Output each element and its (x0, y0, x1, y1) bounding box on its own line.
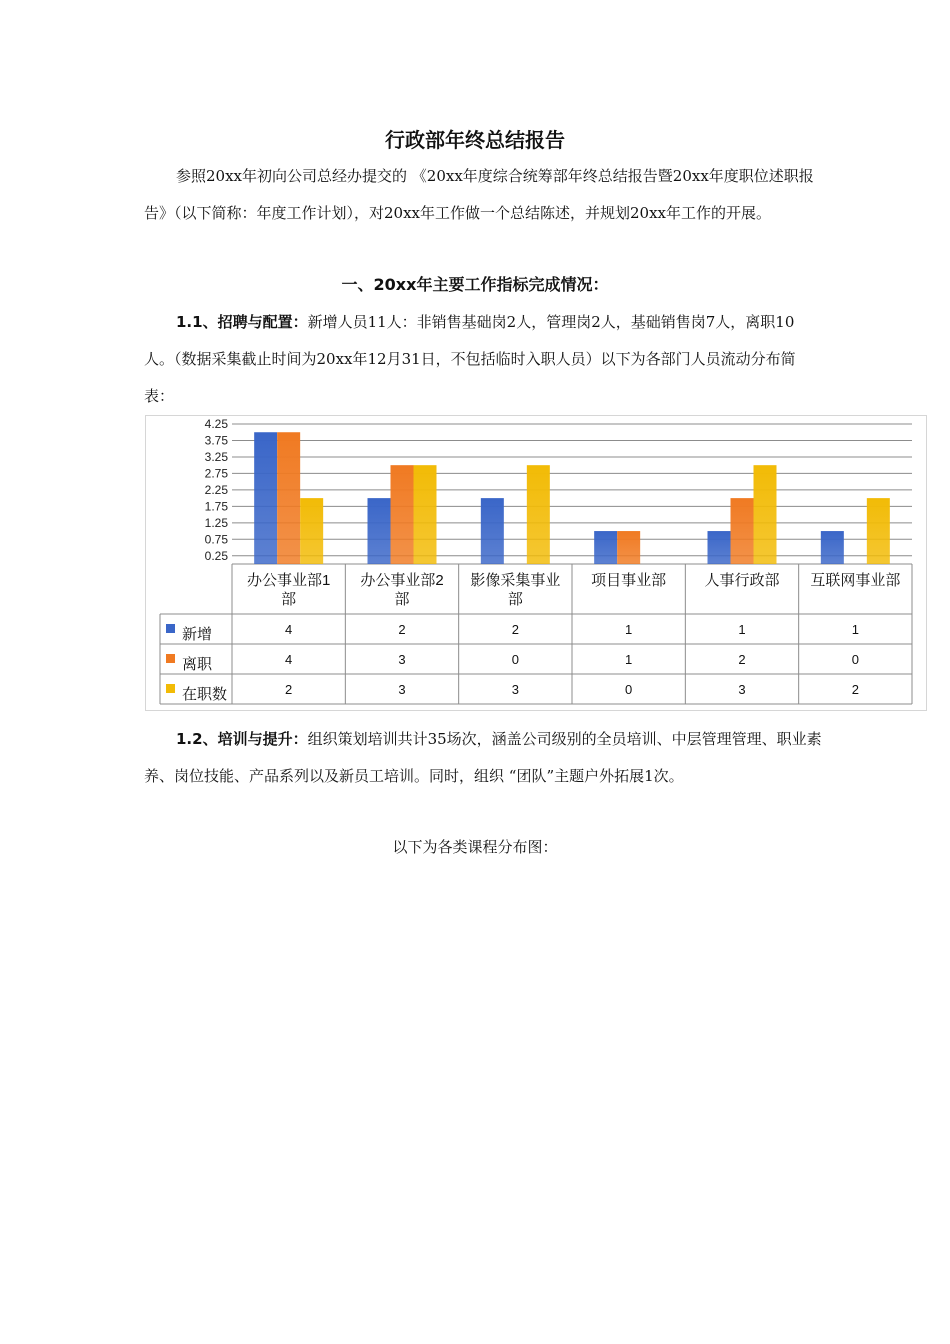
recruitment-text: 新增人员11人：非销售基础岗2人，管理岗2人，基础销售岗7人，离职10人。（数据采集截止时间为20xx年12月31日，不包括临时入职人员）以下为各部门人员流动分布简表： (144, 313, 796, 405)
bar-新增-办公事业部2部 (368, 498, 391, 564)
y-tick-label: 3.25 (204, 449, 228, 464)
y-tick-label: 2.75 (204, 466, 228, 481)
legend-key-新增 (166, 624, 175, 633)
data-value: 3 (738, 682, 746, 697)
category-label: 人事行政部 (704, 572, 780, 589)
category-label: 办公事业部1 部 (246, 572, 331, 608)
category-label: 项目事业部 (591, 572, 667, 589)
data-value: 3 (398, 682, 406, 697)
bar-在职数-办公事业部1部 (300, 498, 323, 564)
legend-label: 新增 (182, 626, 213, 643)
section-heading: 一、20xx年主要工作指标完成情况： (341, 275, 609, 294)
data-value: 4 (285, 622, 293, 637)
legend-label: 在职数 (182, 686, 228, 703)
bar-离职-办公事业部1部 (277, 432, 300, 564)
bar-新增-项目事业部 (594, 531, 617, 564)
bar-在职数-影像采集事业部 (527, 465, 550, 564)
data-value: 2 (398, 622, 406, 637)
category-label: 互联网事业部 (810, 572, 901, 589)
data-value: 4 (285, 652, 293, 667)
training-paragraph (144, 721, 824, 795)
data-value: 2 (738, 652, 746, 667)
intro-paragraph: 参照20xx年初向公司总经办提交的 《20xx年度综合统筹部年终总结报告暨20xx年度职位述职报告》（以下简称：年度工作计划），对20xx年工作做一个总结陈述，并规划20xx年工作的开展。 (144, 167, 814, 222)
legend-label: 离职 (182, 656, 213, 673)
course-chart-caption: 以下为各类课程分布图： (392, 838, 558, 856)
y-tick-label: 1.75 (204, 499, 228, 514)
recruitment-paragraph (144, 304, 824, 415)
data-value: 3 (398, 652, 406, 667)
bar-离职-办公事业部2部 (391, 465, 414, 564)
category-label: 办公事业部2 部 (360, 572, 444, 608)
bar-离职-项目事业部 (617, 531, 640, 564)
bar-新增-办公事业部1部 (254, 432, 277, 564)
data-value: 2 (285, 682, 293, 697)
staff-flow-chart (145, 415, 927, 711)
legend-key-离职 (166, 654, 175, 663)
category-label: 影像采集事业部 (470, 572, 561, 608)
y-tick-label: 0.75 (204, 532, 228, 547)
data-value: 1 (625, 652, 633, 667)
chart-svg (146, 416, 926, 710)
data-value: 3 (511, 682, 519, 697)
y-tick-label: 3.75 (204, 433, 228, 448)
training-text: 组织策划培训共计35场次，涵盖公司级别的全员培训、中层管理管理、职业素养、岗位技能、产品系列以及新员工培训。同时，组织 “团队”主题户外拓展1次。 (144, 730, 822, 785)
data-value: 1 (738, 622, 746, 637)
data-value: 0 (851, 652, 859, 667)
bar-在职数-互联网事业部 (867, 498, 890, 564)
data-value: 2 (511, 622, 519, 637)
recruitment-label: 1.1、招聘与配置： (176, 313, 308, 331)
data-value: 1 (625, 622, 633, 637)
y-tick-label: 1.25 (204, 515, 228, 530)
y-tick-label: 2.25 (204, 482, 228, 497)
document-title: 行政部年终总结报告 (385, 128, 565, 152)
legend-key-在职数 (166, 684, 175, 693)
bar-在职数-人事行政部 (754, 465, 777, 564)
bar-新增-人事行政部 (708, 531, 731, 564)
y-tick-label: 4.25 (204, 417, 228, 431)
data-value: 1 (851, 622, 859, 637)
bar-新增-影像采集事业部 (481, 498, 504, 564)
training-label: 1.2、培训与提升： (176, 730, 308, 748)
bar-新增-互联网事业部 (821, 531, 844, 564)
bar-离职-人事行政部 (731, 498, 754, 564)
bar-在职数-办公事业部2部 (414, 465, 437, 564)
data-value: 0 (625, 682, 633, 697)
data-value: 0 (511, 652, 519, 667)
data-value: 2 (851, 682, 859, 697)
y-tick-label: 0.25 (204, 548, 228, 563)
